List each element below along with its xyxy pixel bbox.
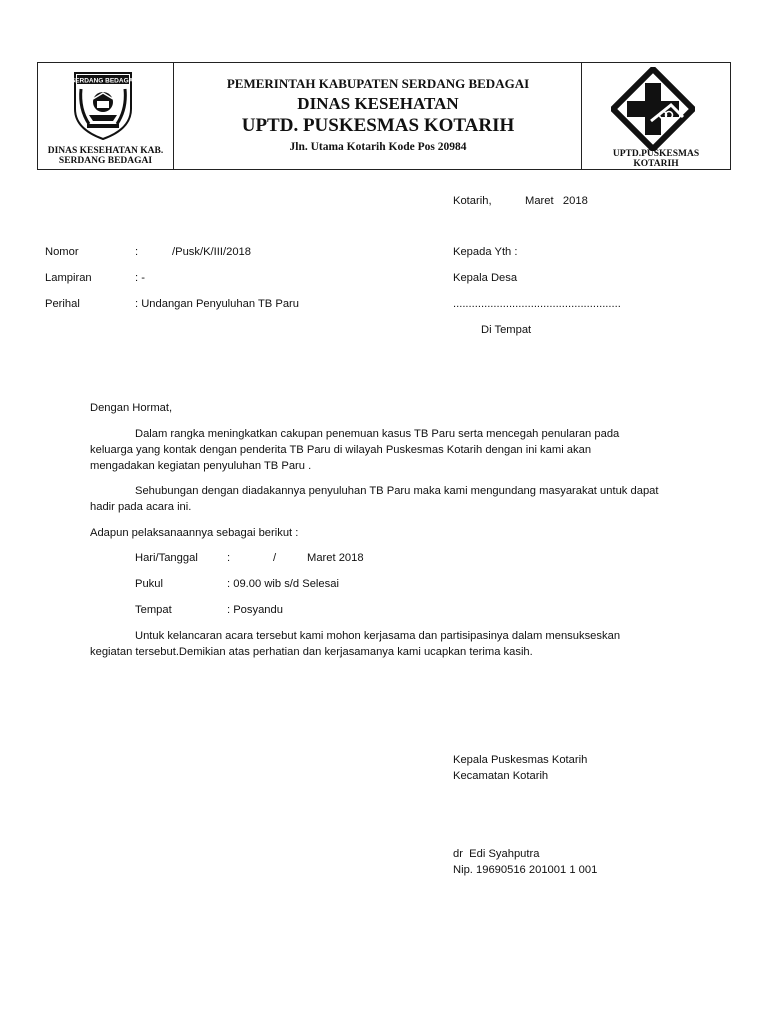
letterhead-government: PEMERINTAH KABUPATEN SERDANG BEDAGAI [226,76,530,91]
paragraph-4-line-1: Untuk kelancaran acara tersebut kami mohon kerjasama dan partisipasinya dalam mensukseskan [135,630,621,642]
recipient-name: Kepala Desa [453,272,518,284]
letterhead-right-cell [581,63,730,169]
letterhead-address: Jln. Utama Kotarih Kode Pos 20984 [289,141,467,153]
right-caption-line-1: UPTD.PUSKESMAS [612,149,700,159]
letterhead-department: DINAS KESEHATAN [297,94,459,113]
pukul-label: Pukul [135,578,163,590]
left-caption-line-2: SERDANG BEDAGAI [58,156,153,166]
puskesmas-logo-icon [611,67,695,151]
paragraph-3: Adapun pelaksanaannya sebagai berikut : [90,527,299,539]
salutation: Dengan Hormat, [90,402,173,414]
paragraph-4-line-2: kegiatan tersebut.Demikian atas perhatian dan kerjasamanya kami ucapkan terima kasih. [90,646,533,658]
hari-value: Maret 2018 [307,552,364,564]
paragraph-2-line-2: hadir pada acara ini. [90,501,192,513]
recipient-dots: ...................................................... [453,298,621,310]
date-place: Kotarih, [453,195,492,207]
nomor-colon: : [135,246,139,258]
nomor-label: Nomor [45,246,79,258]
perihal-value: : Undangan Penyuluhan TB Paru [135,298,299,310]
letterhead-left-caption [38,146,173,166]
paragraph-1-line-2: keluarga yang kontak dengan penderita TB Paru di wilayah Puskesmas Kotarih dengan ini kami akan [90,444,592,456]
paragraph-1-line-1: Dalam rangka meningkatkan cakupan penemuan kasus TB Paru serta mencegah penularan pada [135,428,620,440]
hari-label: Hari/Tanggal [135,552,198,564]
lampiran-value: : - [135,272,145,284]
recipient-kepada: Kepada Yth : [453,246,518,258]
letterhead [37,62,731,170]
right-caption-line-2: KOTARIH [633,159,679,169]
letterhead-center [174,63,582,169]
serdang-bedagai-emblem-icon [67,69,139,141]
lampiran-label: Lampiran [45,272,92,284]
letterhead-left-cell [38,63,174,169]
perihal-label: Perihal [45,298,80,310]
letterhead-institution: UPTD. PUSKESMAS KOTARIH [241,115,515,136]
letterhead-right-caption [582,149,730,169]
hari-slash: / [273,552,277,564]
tempat-label: Tempat [135,604,172,616]
signature-nip: Nip. 19690516 201001 1 001 [453,864,598,876]
paragraph-1-line-3: mengadakan kegiatan penyuluhan TB Paru . [90,460,312,472]
paragraph-2-line-1: Sehubungan dengan diadakannya penyuluhan TB Paru maka kami mengundang masyarakat untuk dapat [135,485,659,497]
signature-title-2: Kecamatan Kotarih [453,770,549,782]
emblem-banner-text: SERDANG BEDAGAI [70,77,136,85]
nomor-value: /Pusk/K/III/2018 [172,246,251,258]
left-caption-line-1: DINAS KESEHATAN KAB. [47,146,164,156]
pukul-value: : 09.00 wib s/d Selesai [227,578,339,590]
recipient-place: Di Tempat [481,324,532,336]
date-month-year: Maret 2018 [525,195,588,207]
hari-colon: : [227,552,231,564]
signature-name: dr Edi Syahputra [453,848,540,860]
signature-title-1: Kepala Puskesmas Kotarih [453,754,588,766]
tempat-value: : Posyandu [227,604,283,616]
